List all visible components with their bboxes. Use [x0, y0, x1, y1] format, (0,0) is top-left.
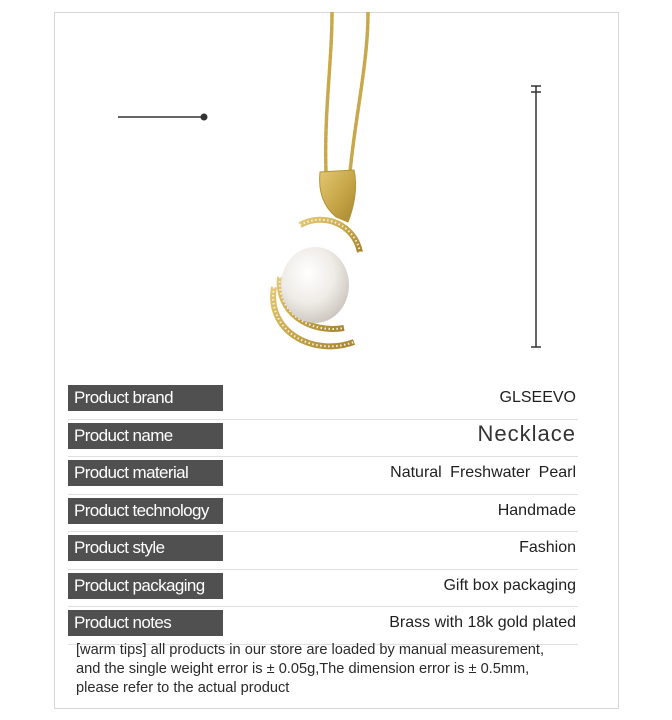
dimension-line-right: [531, 86, 541, 347]
warm-tips-line: [warm tips] all products in our store are loaded by manual measurement,: [76, 642, 545, 658]
spec-table: [68, 382, 578, 645]
chain: [326, 12, 368, 172]
spec-value: Handmade: [497, 501, 576, 519]
spec-label: Product notes: [68, 610, 223, 636]
spec-value: Natural Freshwater Pearl: [390, 464, 576, 481]
spec-value: Fashion: [519, 539, 576, 556]
spec-label: Product technology: [68, 498, 223, 524]
spec-row-material: [68, 457, 578, 495]
product-image: [54, 12, 619, 380]
indicator-line-left: [118, 114, 208, 121]
pendant-bail: [320, 170, 356, 222]
spec-row-style: [68, 532, 578, 570]
spec-label: Product name: [68, 423, 223, 449]
spec-row-technology: [68, 495, 578, 533]
spec-label: Product packaging: [68, 573, 223, 599]
spec-value: GLSEEVO: [499, 389, 576, 406]
spec-row-name: [68, 420, 578, 458]
warm-tips-line: and the single weight error is ± 0.05g,The dimension error is ± 0.5mm,: [76, 661, 530, 677]
spec-row-packaging: [68, 570, 578, 608]
spec-row-brand: [68, 382, 578, 420]
spec-value: Brass with 18k gold plated: [389, 614, 576, 631]
spec-row-notes: [68, 607, 578, 645]
warm-tips-line: please refer to the actual product: [76, 680, 290, 696]
pearl: [281, 247, 349, 323]
spec-label: Product brand: [68, 385, 223, 411]
spec-label: Product style: [68, 535, 223, 561]
spec-value: Gift box packaging: [443, 576, 576, 594]
warm-tips: [76, 641, 596, 698]
spec-value: Necklace: [477, 420, 576, 446]
spec-label: Product material: [68, 460, 223, 486]
